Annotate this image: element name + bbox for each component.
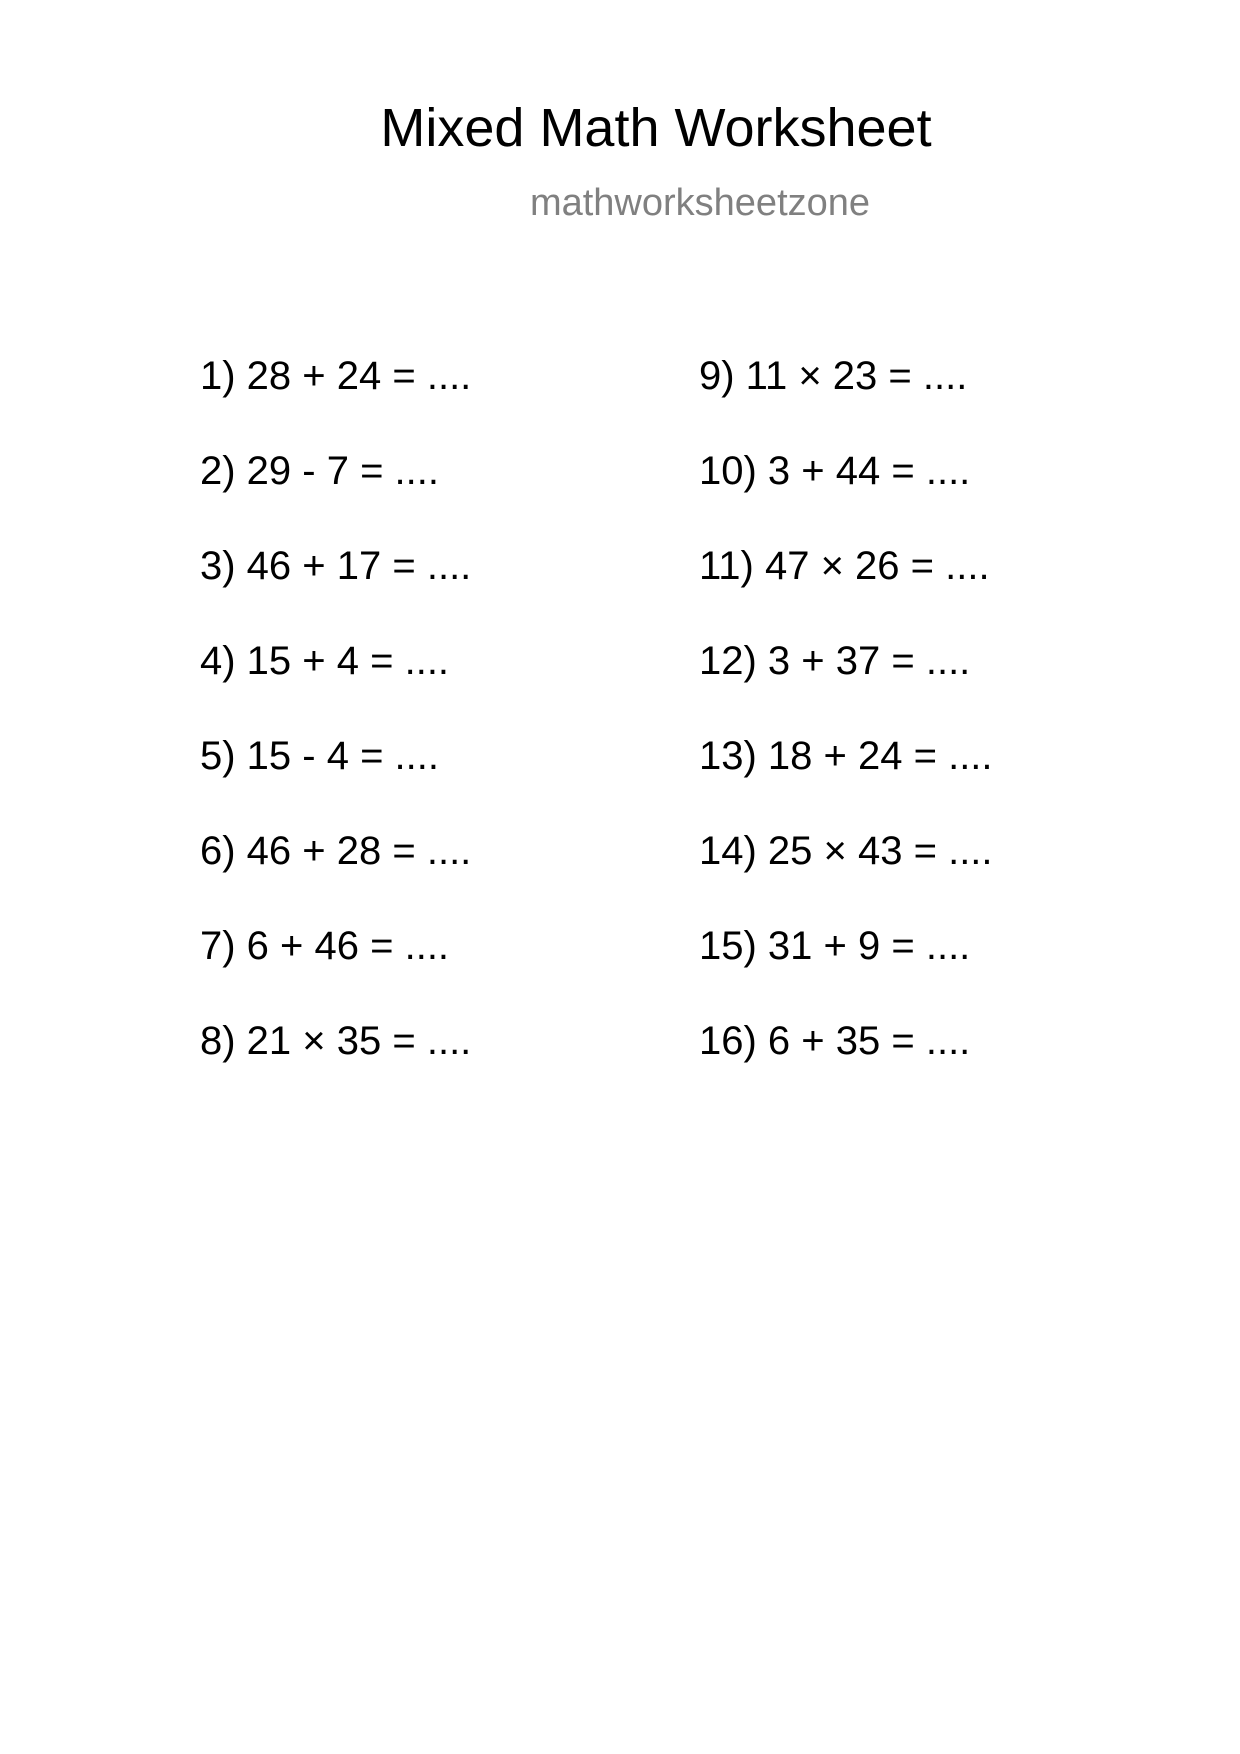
problem-14: 14) 25 × 43 = ....	[699, 829, 993, 873]
worksheet-title: Mixed Math Worksheet	[380, 98, 932, 158]
problem-4: 4) 15 + 4 = ....	[200, 639, 450, 683]
problem-8: 8) 21 × 35 = ....	[200, 1019, 472, 1063]
problem-1: 1) 28 + 24 = ....	[200, 354, 472, 398]
problem-7: 7) 6 + 46 = ....	[200, 924, 450, 968]
problem-15: 15) 31 + 9 = ....	[699, 924, 971, 968]
problem-16: 16) 6 + 35 = ....	[699, 1019, 971, 1063]
worksheet-subtitle: mathworksheetzone	[529, 182, 871, 224]
problem-11: 11) 47 × 26 = ....	[699, 544, 990, 588]
problem-3: 3) 46 + 17 = ....	[200, 544, 472, 588]
problem-13: 13) 18 + 24 = ....	[699, 734, 993, 778]
problem-9: 9) 11 × 23 = ....	[699, 354, 968, 398]
problem-2: 2) 29 - 7 = ....	[200, 449, 440, 493]
problem-10: 10) 3 + 44 = ....	[699, 449, 971, 493]
problems-right-column	[699, 352, 993, 1112]
problem-6: 6) 46 + 28 = ....	[200, 829, 472, 873]
problem-5: 5) 15 - 4 = ....	[200, 734, 440, 778]
problems-left-column	[200, 352, 471, 1112]
problem-12: 12) 3 + 37 = ....	[699, 639, 971, 683]
